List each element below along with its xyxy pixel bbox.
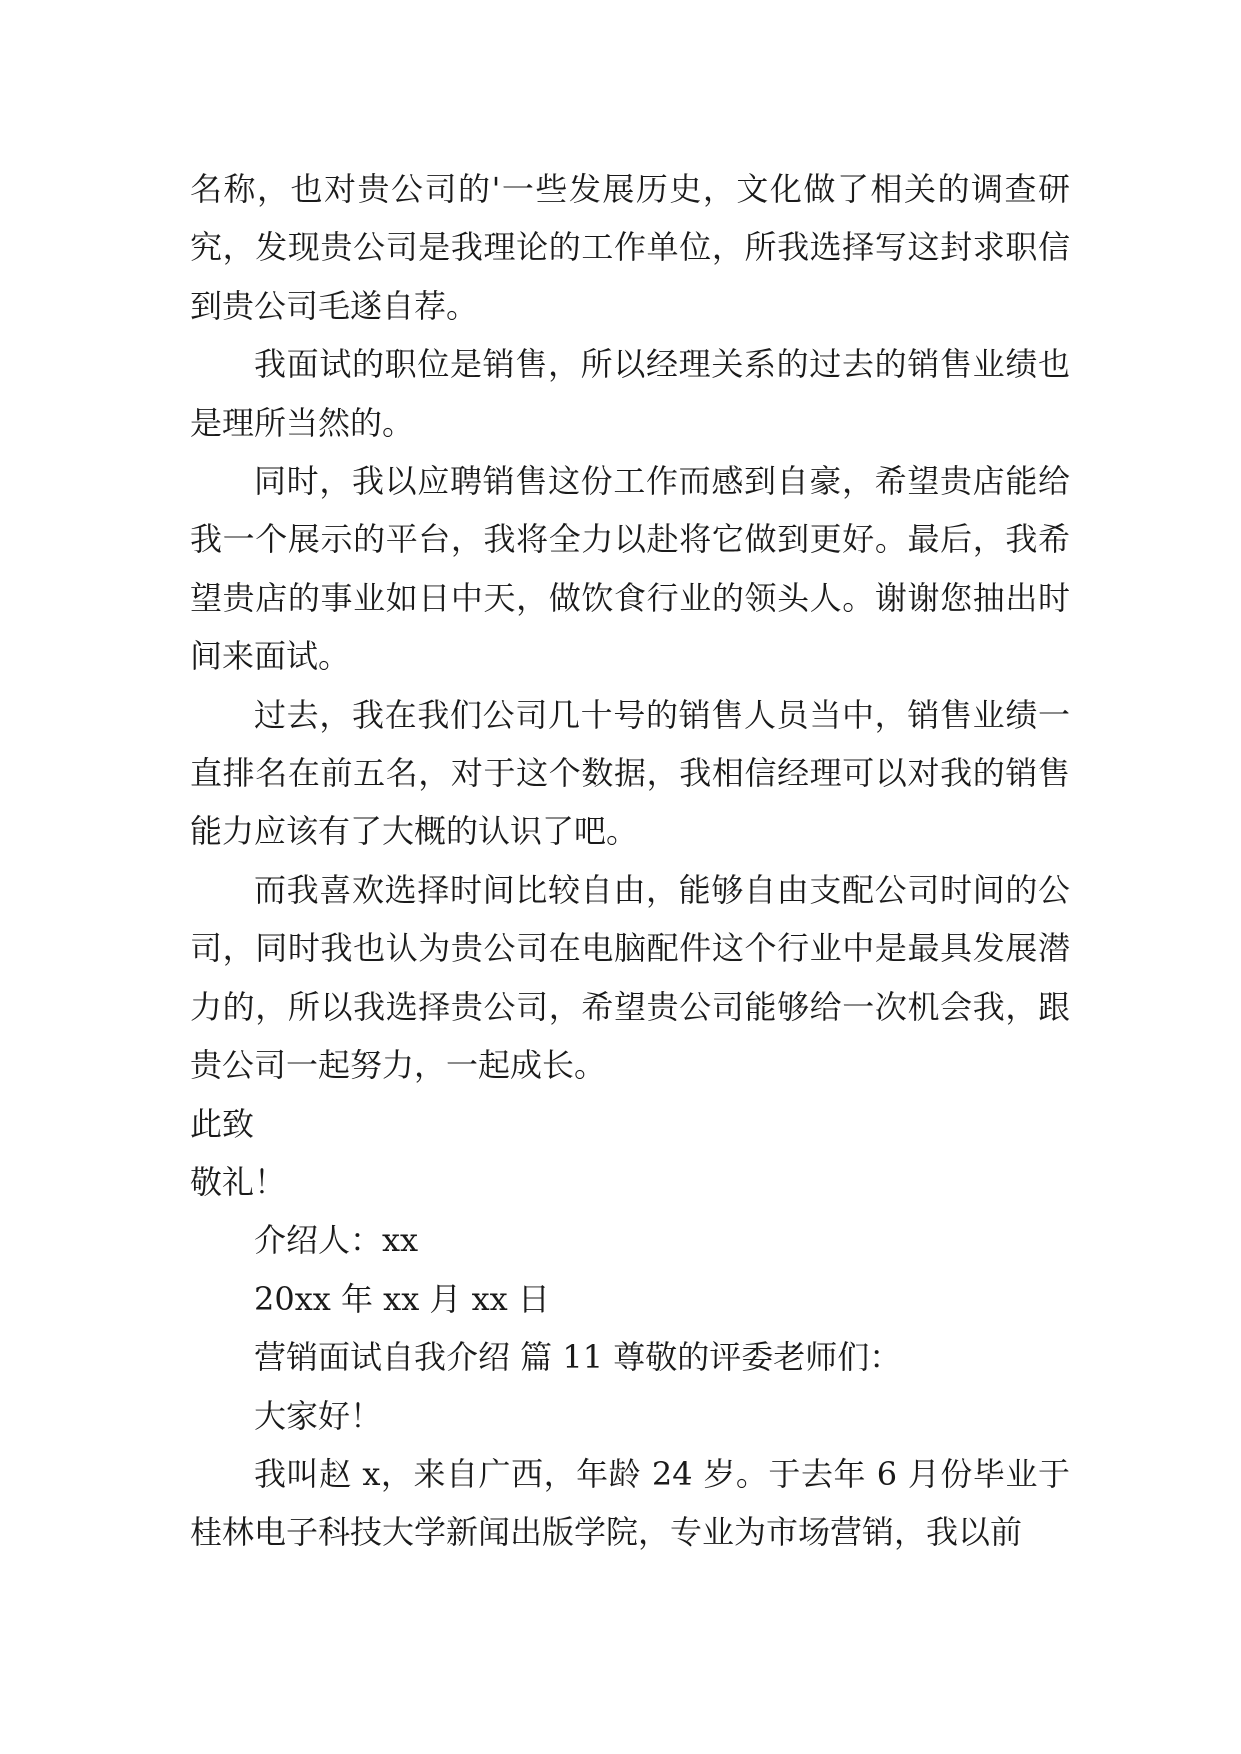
paragraph-past-performance: 过去，我在我们公司几十号的销售人员当中，销售业绩一直排名在前五名，对于这个数据，我相信经理可以对我的销售能力应该有了大概的认识了吧。 [190,695,1070,851]
salutation-jingli: 敬礼！ [190,1162,287,1201]
date-line: 20xx 年 xx 月 xx 日 [254,1279,550,1318]
salutation-cizhi: 此致 [190,1104,255,1143]
paragraph-continuation: 名称，也对贵公司的'一些发展历史，文化做了相关的调查研究，发现贵公司是我理论的工作单位，所我选择写这封求职信到贵公司毛遂自荐。 [190,170,1070,325]
paragraph-choice: 而我喜欢选择时间比较自由，能够自由支配公司时间的公司，同时我也认为贵公司在电脑配件这个行业中是最具发展潜力的，所以我选择贵公司，希望贵公司能够给一次机会我，跟贵公司一起努力，一起成长。 [190,870,1070,1085]
referrer-line: 介绍人：xx [254,1221,419,1260]
paragraph-pride: 同时，我以应聘销售这份工作而感到自豪，希望贵店能给我一个展示的平台，我将全力以赴将它做到更好。最后，我希望贵店的事业如日中天，做饮食行业的领头人。谢谢您抽出时间来面试。 [190,462,1070,676]
paragraph-sales-position: 我面试的职位是销售，所以经理关系的过去的销售业绩也是理所当然的。 [190,345,1070,442]
section-heading-line: 营销面试自我介绍 篇 11 尊敬的评委老师们： [254,1338,902,1377]
greeting-line: 大家好！ [254,1396,383,1435]
paragraph-self-intro: 我叫赵 x，来自广西，年龄 24 岁。于去年 6 月份毕业于桂林电子科技大学新闻出版学院，专业为市场营销，我以前 [190,1454,1070,1552]
document-body [190,160,1070,1562]
